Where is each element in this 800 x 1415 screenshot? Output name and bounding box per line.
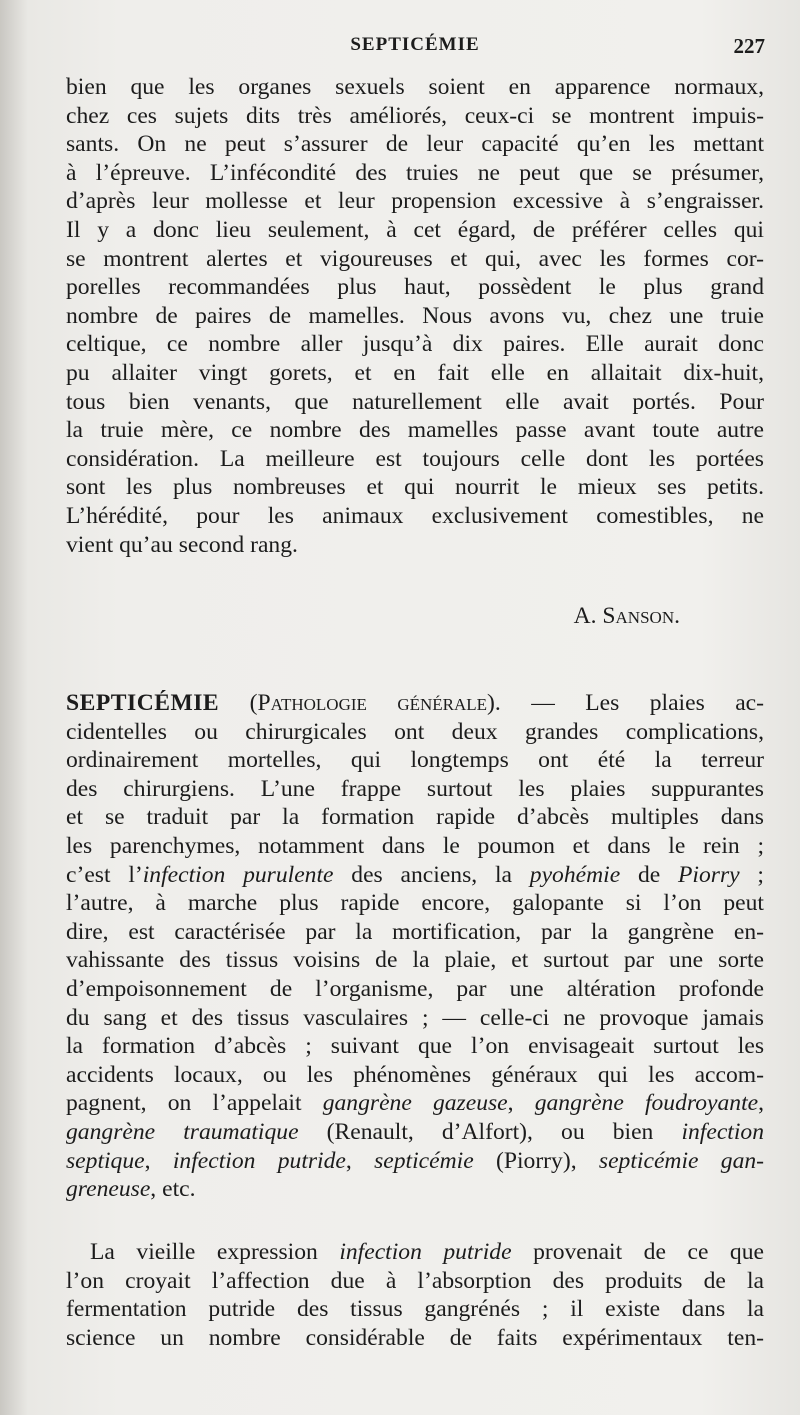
text-line: bien que les organes sexuels soient en apparence normaux, (66, 74, 764, 100)
text-line (66, 1147, 764, 1176)
text-fragment: La vieille expression (90, 1239, 340, 1265)
text-fragment: , etc. (150, 1176, 196, 1203)
running-head: SEPTICÉMIE (350, 34, 480, 55)
italic-term: infection putride (339, 1239, 512, 1265)
text-fragment: provenait de ce que (511, 1239, 764, 1265)
text-line: d’empoisonnement de l’organisme, par une altération profonde (66, 975, 764, 1002)
text-line (66, 1118, 764, 1147)
text-line: vient qu’au second rang. (66, 531, 298, 558)
text-line (66, 861, 764, 890)
text-line: Il y a donc lieu seulement, à cet égard, de préférer celles qui (66, 216, 764, 243)
text-line: accidents locaux, ou les phénomènes généraux qui les accom- (66, 1061, 764, 1088)
italic-term: pyohémie (529, 861, 621, 888)
text-line: l’on croyait l’affection due à l’absorption des produits de la (66, 1267, 764, 1294)
text-line: sants. On ne peut s’assurer de leur capacité qu’en les mettant (66, 131, 764, 158)
italic-term: infection (681, 1118, 764, 1145)
text-line: vahissante des tissus voisins de la plaie, et surtout par une sorte (66, 947, 764, 974)
text-line: et se traduit par la formation rapide d’abcès multiples dans (66, 804, 764, 831)
text-line: sont les plus nombreuses et qui nourrit le mieux ses petits. (66, 474, 764, 501)
text-line: la formation d’abcès ; suivant que l’on envisageait surtout les (66, 1033, 764, 1060)
text-line: des chirurgiens. L’une frappe surtout les plaies suppurantes (66, 775, 764, 802)
italic-term: infection purulente (142, 861, 334, 888)
italic-term: septique (66, 1147, 145, 1174)
italic-term: Piorry (678, 861, 740, 888)
italic-term: septicémie gan- (598, 1147, 765, 1174)
text-fragment: — Les plaies ac- (500, 690, 764, 716)
text-fragment: , (345, 1147, 375, 1174)
author-name: A. Sanson. (573, 603, 680, 629)
text-line: nombre de paires de mamelles. Nous avons vu, chez une truie (66, 302, 764, 329)
text-line: d’après leur mollesse et leur propension excessive à s’engraisser. (66, 188, 764, 215)
text-line: l’autre, à marche plus rapide encore, galopante si l’on peut (66, 890, 764, 917)
italic-term: gangrène gazeuse (322, 1090, 508, 1117)
text-line: L’hérédité, pour les animaux exclusivement comestibles, ne (66, 502, 764, 529)
text-fragment: pagnent, on l’appelait (66, 1090, 323, 1117)
text-line: chez ces sujets dits très améliorés, ceux-ci se montrent impuis- (66, 102, 764, 129)
text-line: fermentation putride des tissus gangrénés ; il existe dans la (66, 1296, 764, 1323)
text-line (66, 1175, 764, 1204)
italic-term: greneuse (66, 1176, 151, 1203)
text-fragment: , (758, 1090, 765, 1117)
text-line: celtique, ce nombre aller jusqu’à dix paires. Elle aurait donc (66, 331, 764, 358)
text-line (66, 1089, 764, 1118)
text-line: dire, est caractérisée par la mortification, par la gangrène en- (66, 918, 764, 945)
entry-headword: SEPTICÉMIE (66, 690, 220, 716)
italic-term: gangrène traumatique (66, 1118, 299, 1145)
text-line (66, 1238, 764, 1267)
page-number: 227 (733, 34, 765, 58)
paragraph-sows (66, 73, 764, 559)
text-fragment: (Piorry), (473, 1147, 599, 1174)
paragraph-putrid-infection (66, 1238, 764, 1352)
italic-term: infection putride (172, 1147, 346, 1174)
text-fragment: , (507, 1090, 535, 1117)
italic-term: gangrène foudroyante (534, 1090, 759, 1117)
entry-first-line (66, 689, 764, 718)
entry-subject: (Pathologie générale). (249, 690, 501, 716)
text-line: du sang et des tissus vasculaires ; — celle-ci ne provoque jamais (66, 1004, 764, 1031)
text-fragment: , (144, 1147, 173, 1174)
text-line: tous bien venants, que naturellement elle avait portés. Pour (66, 388, 764, 415)
text-line: ordinairement mortelles, qui longtemps ont été la terreur (66, 747, 764, 774)
text-line: les parenchymes, notamment dans le poumon et dans le rein ; (66, 832, 764, 859)
text-line: pu allaiter vingt gorets, et en fait elle en allaitait dix-huit, (66, 359, 764, 386)
author-signature (574, 603, 680, 630)
text-line: à l’épreuve. L’infécondité des truies ne peut que se présumer, (66, 159, 764, 186)
text-fragment: de (620, 861, 679, 888)
text-line: considération. La meilleure est toujours celle dont les portées (66, 445, 764, 472)
text-line: science un nombre considérable de faits expérimentaux ten- (66, 1324, 764, 1351)
text-fragment: des anciens, la (333, 861, 530, 888)
text-line: se montrent alertes et vigoureuses et qui, avec les formes cor- (66, 245, 764, 272)
page-header (65, 34, 765, 64)
text-line: cidentelles ou chirurgicales ont deux grandes complications, (66, 718, 764, 745)
text-fragment: c’est l’ (66, 861, 143, 888)
text-fragment: ; (739, 861, 764, 888)
italic-term: septicémie (374, 1147, 474, 1174)
text-fragment: (Renault, d’Alfort), ou bien (298, 1118, 682, 1145)
text-line: porelles recommandées plus haut, possèdent le plus grand (66, 274, 764, 301)
entry-septicemie (66, 689, 764, 1204)
text-line: la truie mère, ce nombre des mamelles passe avant toute autre (66, 417, 764, 444)
